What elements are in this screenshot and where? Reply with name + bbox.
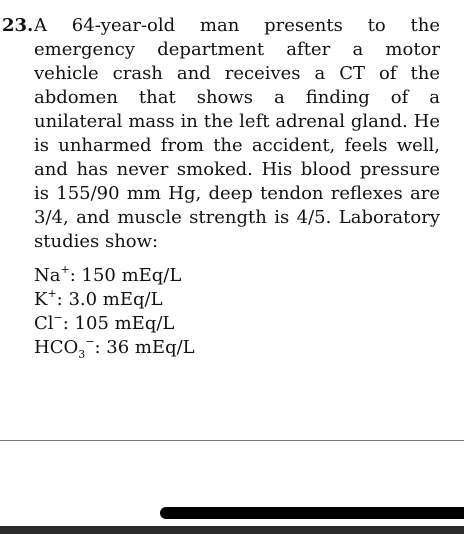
lab-potassium — [34, 288, 448, 312]
question-number: 23. — [2, 15, 34, 36]
lab-ion: Na — [34, 265, 61, 286]
lab-results — [34, 264, 448, 360]
lab-value: : 3.0 mEq/L — [56, 289, 163, 310]
lab-charge: − — [53, 311, 63, 324]
lab-value: : 150 mEq/L — [69, 265, 182, 286]
lab-subscript: 3 — [78, 347, 86, 361]
lab-sodium — [34, 264, 448, 288]
lab-value: : 105 mEq/L — [62, 313, 175, 334]
lab-value: : 36 mEq/L — [94, 337, 195, 358]
lab-ion: HCO — [34, 337, 79, 358]
question-stem: A 64-year-old man presents to the emergency department after a motor vehicle crash and receives a CT of the abdomen that shows a finding of a unilateral mass in the left adrenal gland. He is unharmed from the accident, feels well, and has never smoked. His blood pressure is 155/90 mm Hg, deep tendon reflexes are 3/4, and muscle strength is 4/5. Laboratory studies show: — [34, 15, 440, 252]
question-block — [0, 14, 448, 360]
bottom-bar — [0, 526, 464, 534]
lab-charge: + — [60, 263, 70, 276]
lab-ion: K — [34, 289, 48, 310]
lab-charge: + — [47, 287, 57, 300]
lab-chloride — [34, 312, 448, 336]
lab-ion: Cl — [34, 313, 54, 334]
scroll-indicator[interactable] — [160, 507, 464, 519]
lab-charge: − — [85, 335, 95, 348]
section-divider — [0, 440, 464, 441]
lab-bicarbonate — [34, 336, 448, 360]
